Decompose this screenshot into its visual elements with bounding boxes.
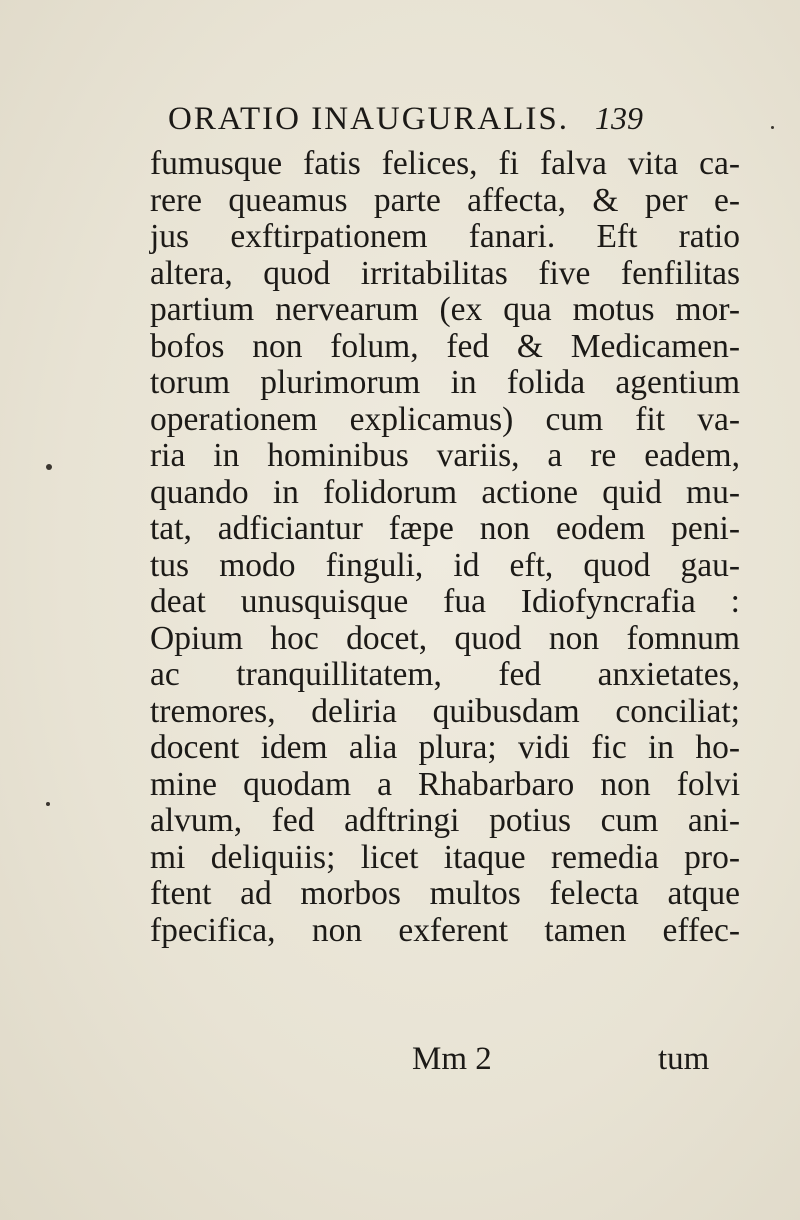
running-title: ORATIO INAUGURALIS. bbox=[168, 101, 569, 137]
text-line: fpecifica, non exferent tamen effec- bbox=[150, 911, 740, 949]
text-line: ac tranquillitatem, fed anxietates, bbox=[150, 656, 740, 693]
ink-speck bbox=[771, 126, 774, 129]
text-line: torum plurimorum in folida agentium bbox=[150, 364, 740, 401]
text-line: docent idem alia plura; vidi fic in ho- bbox=[150, 729, 740, 766]
text-line: alvum, fed adftringi potius cum ani- bbox=[150, 802, 740, 839]
text-line: mi deliquiis; licet itaque remedia pro- bbox=[150, 838, 740, 876]
text-line: ftent ad morbos multos felecta atque bbox=[150, 875, 740, 912]
catchword: tum bbox=[658, 1041, 710, 1077]
text-line: jus exftirpationem fanari. Eft ratio bbox=[150, 218, 740, 255]
text-line: altera, quod irritabilitas five fenfilitas bbox=[150, 254, 740, 292]
text-line: tremores, deliria quibusdam conciliat; bbox=[150, 692, 740, 730]
page-header bbox=[168, 100, 668, 150]
text-line: tus modo finguli, id eft, quod gau- bbox=[150, 546, 740, 584]
page-number: 139 bbox=[594, 100, 643, 136]
text-line: bofos non folum, fed & Medicamen- bbox=[150, 327, 740, 365]
text-line: quando in folidorum actione quid mu- bbox=[150, 473, 740, 511]
page-footer bbox=[150, 1041, 740, 1077]
text-line: rere queamus parte affecta, & per e- bbox=[150, 181, 740, 219]
body-text bbox=[150, 146, 740, 949]
text-line: fumusque fatis felices, fi falva vita ca- bbox=[150, 145, 740, 182]
signature-mark: Mm 2 bbox=[412, 1041, 492, 1077]
text-line: deat unusquisque fua Idiofyncrafia : bbox=[150, 583, 740, 620]
ink-speck bbox=[46, 464, 52, 470]
text-line: partium nervearum (ex qua motus mor- bbox=[150, 291, 740, 328]
ink-speck bbox=[46, 802, 50, 806]
text-line: ria in hominibus variis, a re eadem, bbox=[150, 437, 740, 474]
text-line: operationem explicamus) cum fit va- bbox=[150, 400, 740, 438]
text-line: mine quodam a Rhabarbaro non folvi bbox=[150, 765, 740, 803]
text-line: Opium hoc docet, quod non fomnum bbox=[150, 619, 740, 657]
text-line: tat, adficiantur fæpe non eodem peni- bbox=[150, 510, 740, 547]
